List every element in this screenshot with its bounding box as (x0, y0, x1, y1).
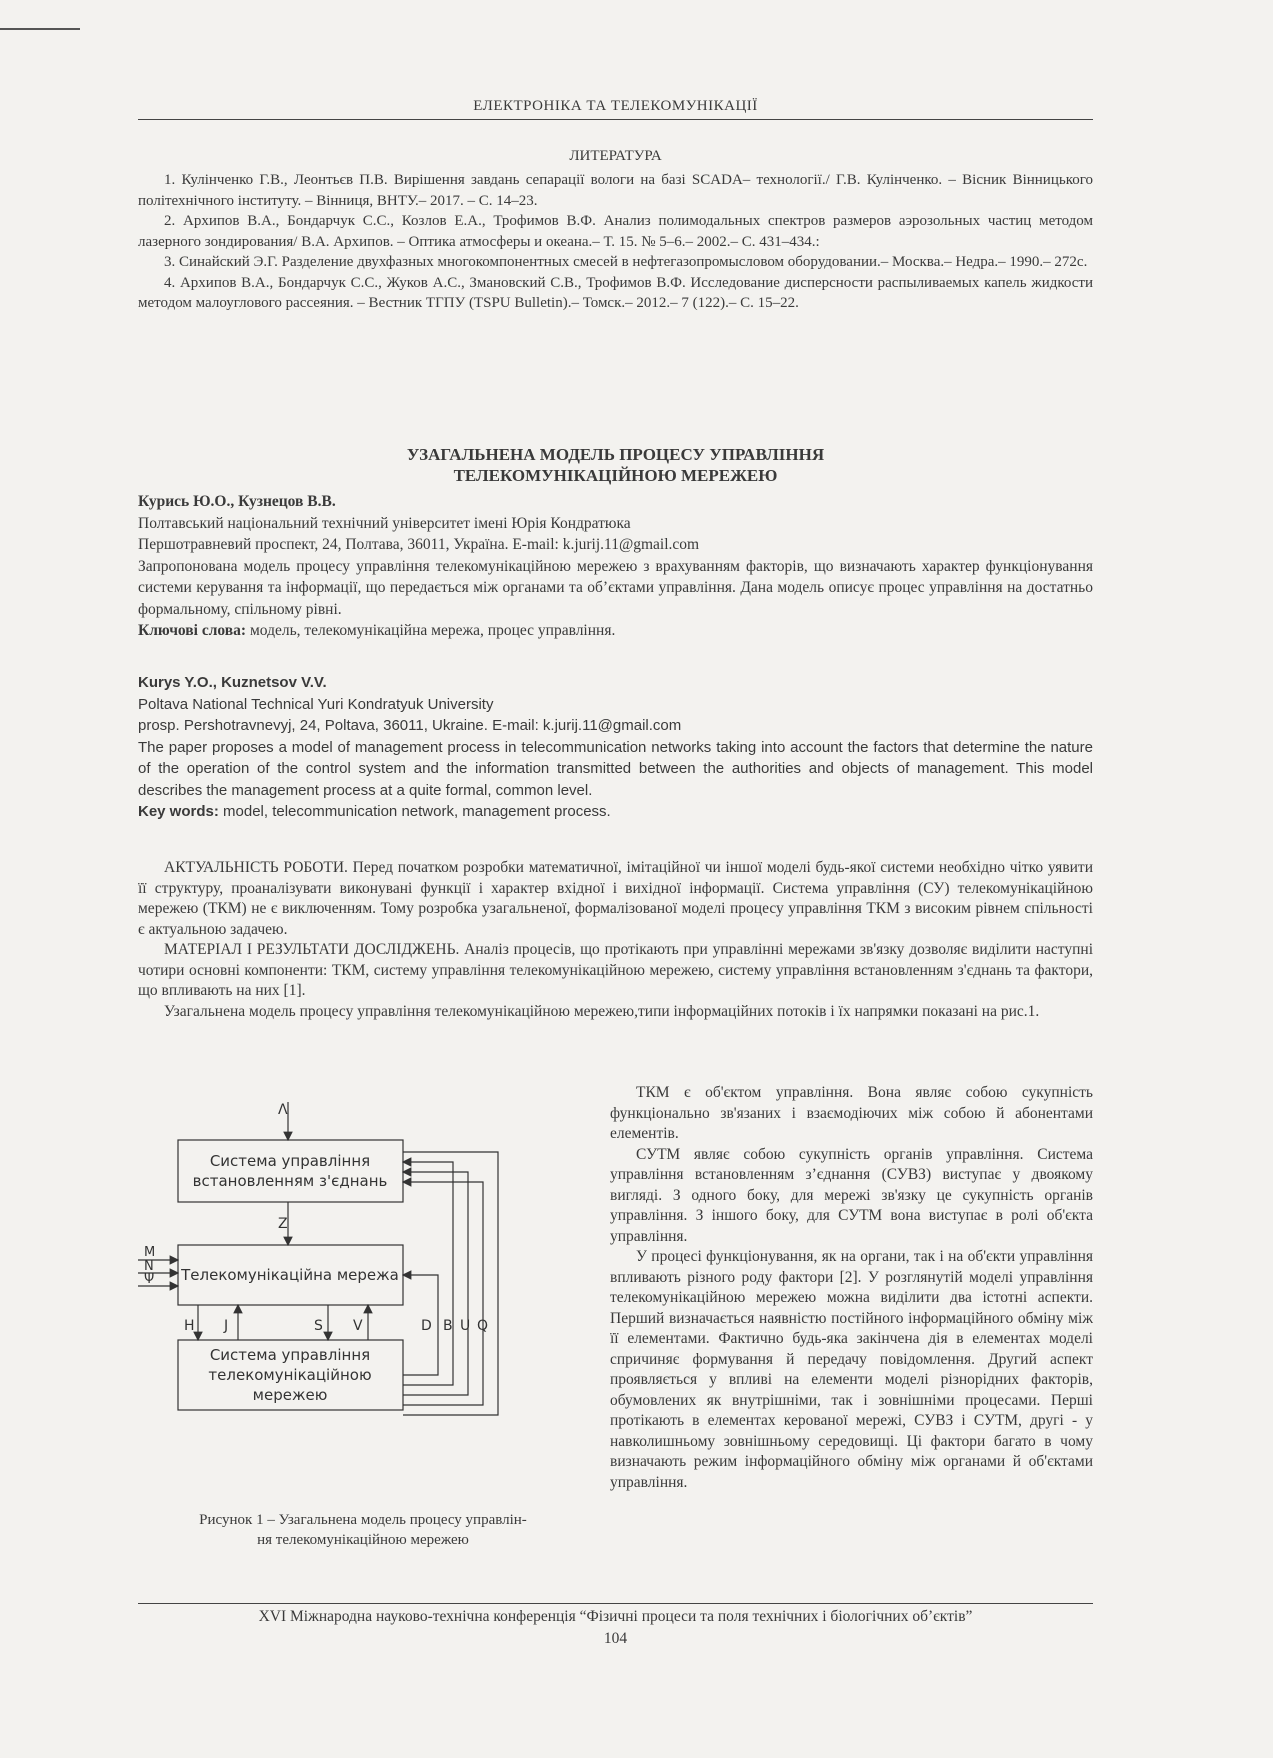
affiliation-ua: Полтавський національний технічний університет імені Юрія Кондратюка (138, 514, 631, 532)
scan-artifact-line (0, 28, 80, 30)
paragraph-figure-intro: Узагальнена модель процесу управління телекомунікаційною мережею,типи інформаційних потоків і їх напрямки показані на рис.1. (164, 1002, 1040, 1020)
paragraph-relevance: АКТУАЛЬНІСТЬ РОБОТИ. Перед початком розробки математичної, імітаційної чи іншої моделі будь-якої системи необхідно чітко уявити її структуру, проаналізувати виконувані функції і характер вхідної і вихідної інформації. Система управління (СУ) телекомунікаційною мережею (ТКМ) не є виключенням. Тому розробка узагальненої, формалізованої моделі процесу управління ТКМ з високим рівнем спільності є актуальною задачею. (138, 859, 1093, 938)
address-en: prosp. Pershotravnevyj, 24, Poltava, 36011, Ukraine. E-mail: k.jurij.11@gmail.com (138, 717, 682, 734)
abstract-ua: Запропонована модель процесу управління телекомунікаційною мережею з врахуванням факторів, що визначають характер функціонування системи керування та інформації, що передається між органами та об’єктами управління. Дана модель описує процес управління на достатньо формальному, спільному рівні. (138, 557, 1093, 618)
header-rule (138, 119, 1093, 120)
label-n: N (144, 1259, 154, 1274)
figure-caption-line-2: ня телекомунікаційною мережею (257, 1532, 469, 1548)
reference-item: 1. Кулінченко Г.В., Леонтьєв П.В. Вирішення завдань сепарації вологи на базі SCADA– технології./ Г.В. Кулінченко. – Вісник Вінницького політехнічного інституту. – Вінниця, ВНТУ.– 2017. – С. 14–23. (138, 172, 1093, 209)
label-lambda: Λ (278, 1102, 288, 1118)
conference-footer: XVI Міжнародна науково-технічна конференція “Фізичні процеси та поля технічних і біологічних об’єктів” (258, 1608, 973, 1625)
label-j: J (224, 1318, 229, 1334)
article-title-line-1: УЗАГАЛЬНЕНА МОДЕЛЬ ПРОЦЕСУ УПРАВЛІННЯ (406, 445, 825, 464)
references-title: ЛИТЕРАТУРА (569, 148, 662, 164)
keywords-text-ua: модель, телекомунікаційна мережа, процес управління. (246, 622, 616, 639)
label-z: Z (278, 1216, 288, 1232)
box2-label: Телекомунікаційна мережа (181, 1266, 399, 1284)
box3-line3: мережею (252, 1386, 328, 1404)
figure-caption-line-1: Рисунок 1 – Узагальнена модель процесу управлін- (199, 1512, 527, 1528)
footer-rule (138, 1603, 1093, 1604)
box3-line2: телекомунікаційною (208, 1366, 372, 1384)
ukrainian-author-block (138, 491, 1093, 642)
paragraph-tkm: ТКМ є об'єктом управління. Вона являє собою сукупність функціонально зв'язаних і взаємодіючих між собою й абонентами елементів. (610, 1084, 1093, 1142)
box3-line1: Система управління (209, 1346, 371, 1364)
right-column-text (610, 1083, 1093, 1493)
article-title-line-2: ТЕЛЕКОМУНІКАЦІЙНОЮ МЕРЕЖЕЮ (453, 466, 778, 485)
figure-1 (138, 1100, 588, 1500)
keywords-en (138, 801, 1093, 823)
english-author-block (138, 672, 1093, 823)
label-h: H (184, 1318, 195, 1334)
body-text (138, 858, 1093, 1022)
label-m: M (144, 1245, 156, 1260)
affiliation-en: Poltava National Technical Yuri Kondratyuk University (138, 695, 494, 713)
running-header: ЕЛЕКТРОНІКА ТА ТЕЛЕКОМУНІКАЦІЇ (473, 98, 758, 114)
reference-item: 2. Архипов В.А., Бондарчук С.С., Козлов Е.А., Трофимов В.Ф. Анализ полимодальных спектров размеров аэрозольных частиц методом лазерного зондирования/ В.А. Архипов. – Оптика атмосферы и океана.– Т. 15. № 5–6.– 2002.– С. 431–434.: (138, 213, 1093, 250)
paragraph-sutm: СУТМ являє собою сукупність органів управління. Система управління встановленням з’єднання (СУВЗ) виступає у двоякому вигляді. З одного боку, для мережі зв'язку це сукупність органів управління. З іншого боку, для СУТМ вона виступає в ролі об'єкта управління. (610, 1145, 1093, 1245)
abstract-en: The paper proposes a model of management process in telecommunication networks taking into account the factors that determine the nature of the operation of the control system and the information transmitted between the authorities and objects of management. This model describes the management process at a quite formal, common level. (138, 738, 1093, 799)
keywords-text-en: model, telecommunication network, management process. (218, 803, 611, 820)
paragraph-factors: У процесі функціонування, як на органи, так і на об'єкти управління впливають різного роду фактори [2]. У розглянутій моделі управління телекомунікаційною мережею можна виділити два істотні аспекти. Перший визначається наявністю постійного інформаційного обміну між її елементами. Фактично будь-яка закінчена дія в елементах моделі спричиняє формування й передачу повідомлення. Другий аспект проявляється у впливі на елементи моделі різнорідних факторів, обумовлених як внутрішніми, так і зовнішніми процесами. Перші протікають в елементах керованої мережі, СУВЗ і СУТМ, другі - у навколишньому зовнішньому середовищі. Ці фактори багато в чому визначають режим інформаційного обміну між органами й об'єктами управління. (610, 1248, 1093, 1491)
authors-en: Kurys Y.O., Kuznetsov V.V. (138, 674, 327, 691)
label-u: U (460, 1318, 471, 1334)
box1-line1: Система управління (209, 1152, 371, 1170)
keywords-label-ua: Ключові слова: (138, 622, 247, 639)
keywords-label-en: Key words: (138, 803, 219, 820)
label-d: D (421, 1318, 432, 1334)
references-list (138, 170, 1093, 314)
label-psi: Ψ (144, 1272, 155, 1287)
reference-item: 3. Синайский Э.Г. Разделение двухфазных многокомпонентных смесей в нефтегазопромысловом оборудовании.– Москва.– Недра.– 1990.– 272с. (164, 254, 1088, 270)
figure-caption (138, 1510, 588, 1550)
address-ua: Першотравневий проспект, 24, Полтава, 36011, Україна. E-mail: k.jurij.11@gmail.com (138, 536, 700, 553)
authors-ua: Курись Ю.О., Кузнецов В.В. (138, 493, 336, 510)
page-number: 104 (603, 1630, 628, 1647)
box-connection-control (178, 1140, 403, 1202)
label-q: Q (477, 1318, 489, 1334)
article-title (138, 444, 1093, 486)
box1-line2: встановленням з'єднань (192, 1172, 388, 1190)
figure-diagram (138, 1100, 588, 1500)
keywords-ua (138, 620, 1093, 642)
label-b: B (443, 1318, 453, 1334)
reference-item: 4. Архипов В.А., Бондарчук С.С., Жуков А.С., Змановский С.В., Трофимов В.Ф. Исследование дисперсности распыливаемых капель жидкости методом малоуглового рассеяния. – Вестник ТГПУ (TSPU Bulletin).– Томск.– 2012.– 7 (122).– С. 15–22. (138, 274, 1093, 311)
label-s: S (314, 1318, 323, 1334)
paragraph-materials: МАТЕРІАЛ І РЕЗУЛЬТАТИ ДОСЛІДЖЕНЬ. Аналіз процесів, що протікають при управлінні мережами зв'язку дозволяє виділити наступні чотири основні компоненти: ТКМ, систему управління телекомунікаційною мережею, систему управління встановленням з'єднань та фактори, що впливають на них [1]. (138, 941, 1093, 999)
label-v: V (353, 1318, 363, 1334)
